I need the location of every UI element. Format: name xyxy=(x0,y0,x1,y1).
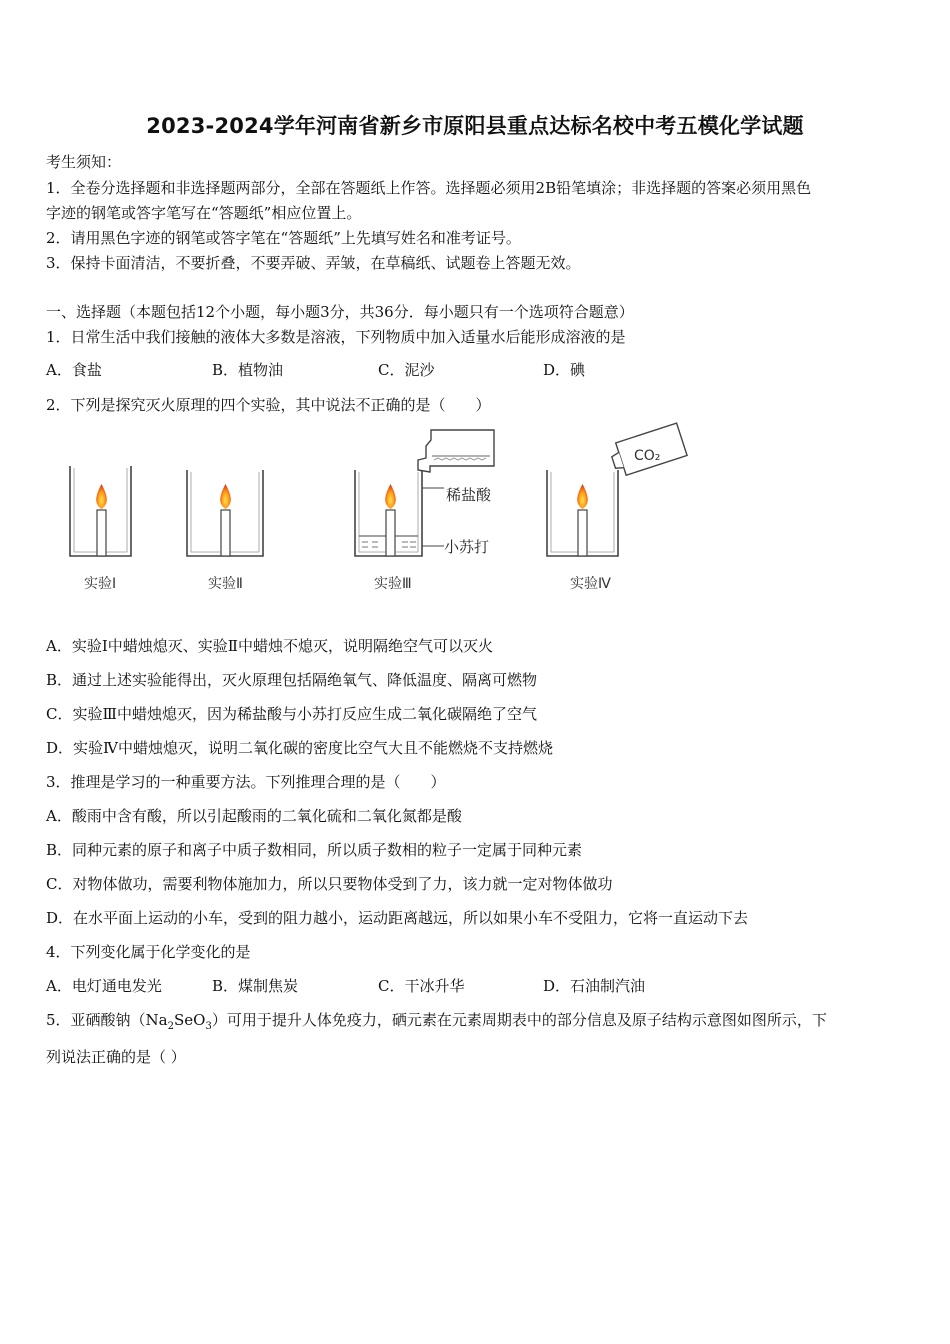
notice-item-3: 3．保持卡面清洁，不要折叠，不要弄破、弄皱，在草稿纸、试题卷上答题无效。 xyxy=(46,254,581,272)
candle-4 xyxy=(578,510,587,556)
page-title: 2023-2024学年河南省新乡市原阳县重点达标名校中考五模化学试题 xyxy=(146,114,804,138)
question-2-option-c: C．实验Ⅲ中蜡烛熄灭，因为稀盐酸与小苏打反应生成二氧化碳隔绝了空气 xyxy=(46,705,537,723)
question-1-option-d: D．碘 xyxy=(543,361,586,379)
question-1-option-b: B．植物油 xyxy=(212,361,284,379)
candle-2 xyxy=(221,510,230,556)
candle-3 xyxy=(386,510,395,556)
question-3-option-b: B．同种元素的原子和离子中质子数相同，所以质子数相的粒子一定属于同种元素 xyxy=(46,841,583,859)
experiment-2-label: 实验Ⅱ xyxy=(208,576,243,592)
soda-label: 小苏打 xyxy=(444,538,490,556)
question-1-stem: 1．日常生活中我们接触的液体大多数是溶液，下列物质中加入适量水后能形成溶液的是 xyxy=(46,328,626,346)
question-3-option-d: D．在水平面上运动的小车，受到的阻力越小，运动距离越远，所以如果小车不受阻力，它将一直运动下去 xyxy=(46,909,749,927)
experiment-2 xyxy=(187,470,263,556)
experiment-4-label: 实验Ⅳ xyxy=(570,576,611,592)
notice-heading: 考生须知： xyxy=(46,153,122,171)
question-4-option-b: B．煤制焦炭 xyxy=(212,977,299,995)
question-2-option-b: B．通过上述实验能得出，灭火原理包括隔绝氧气、降低温度、隔离可燃物 xyxy=(46,671,538,689)
question-4-option-d: D．石油制汽油 xyxy=(543,977,646,995)
question-5-stem-line2: 列说法正确的是（ ） xyxy=(46,1048,186,1066)
candle-1 xyxy=(97,510,106,556)
experiment-4 xyxy=(547,423,687,556)
question-4-option-c: C．干冰升华 xyxy=(378,977,465,995)
question-2-stem: 2．下列是探究灭火原理的四个实验，其中说法不正确的是（ ） xyxy=(46,396,491,414)
acid-label: 稀盐酸 xyxy=(446,486,492,504)
co2-label: CO₂ xyxy=(634,448,661,464)
experiment-3 xyxy=(355,430,494,556)
question-3-option-c: C．对物体做功，需要利物体施加力，所以只要物体受到了力，该力就一定对物体做功 xyxy=(46,875,613,893)
experiment-1-label: 实验Ⅰ xyxy=(84,576,117,592)
question-4-stem: 4．下列变化属于化学变化的是 xyxy=(46,943,251,961)
question-1-option-c: C．泥沙 xyxy=(378,361,435,379)
question-3-option-a: A．酸雨中含有酸，所以引起酸雨的二氧化硫和二氧化氮都是酸 xyxy=(46,807,462,825)
notice-item-1-cont: 字迹的钢笔或答字笔写在“答题纸”相应位置上。 xyxy=(46,204,362,222)
experiment-3-label: 实验Ⅲ xyxy=(374,576,412,592)
notice-item-2: 2．请用黑色字迹的钢笔或答字笔在“答题纸”上先填写姓名和准考证号。 xyxy=(46,229,521,247)
acid-bottle xyxy=(418,430,494,472)
question-2-option-d: D．实验Ⅳ中蜡烛熄灭，说明二氧化碳的密度比空气大且不能燃烧不支持燃烧 xyxy=(46,739,554,757)
candle-experiments-figure xyxy=(46,418,746,603)
question-2-option-a: A．实验Ⅰ中蜡烛熄灭、实验Ⅱ中蜡烛不熄灭，说明隔绝空气可以灭火 xyxy=(46,637,493,655)
section-heading: 一、选择题（本题包括12个小题，每小题3分，共36分．每小题只有一个选项符合题意） xyxy=(46,303,634,321)
question-3-stem: 3．推理是学习的一种重要方法。下列推理合理的是（ ） xyxy=(46,773,446,791)
notice-item-1: 1．全卷分选择题和非选择题两部分，全部在答题纸上作答。选择题必须用2B铅笔填涂；非选择题的答案必须用黑色 xyxy=(46,179,812,197)
question-4-option-a: A．电灯通电发光 xyxy=(46,977,162,995)
flame-4 xyxy=(577,484,588,509)
question-5-stem: 5．亚硒酸钠$(Na_2SeO_3)$可用于提升人体免疫力，硒元素在元素周期表中的部分信息及原子结构示意图如图所示，下 xyxy=(46,1011,827,1032)
flame-3 xyxy=(385,484,396,509)
experiment-1 xyxy=(70,466,131,556)
flame-1 xyxy=(96,484,107,509)
flame-2 xyxy=(220,484,231,509)
question-1-option-a: A．食盐 xyxy=(46,361,102,379)
